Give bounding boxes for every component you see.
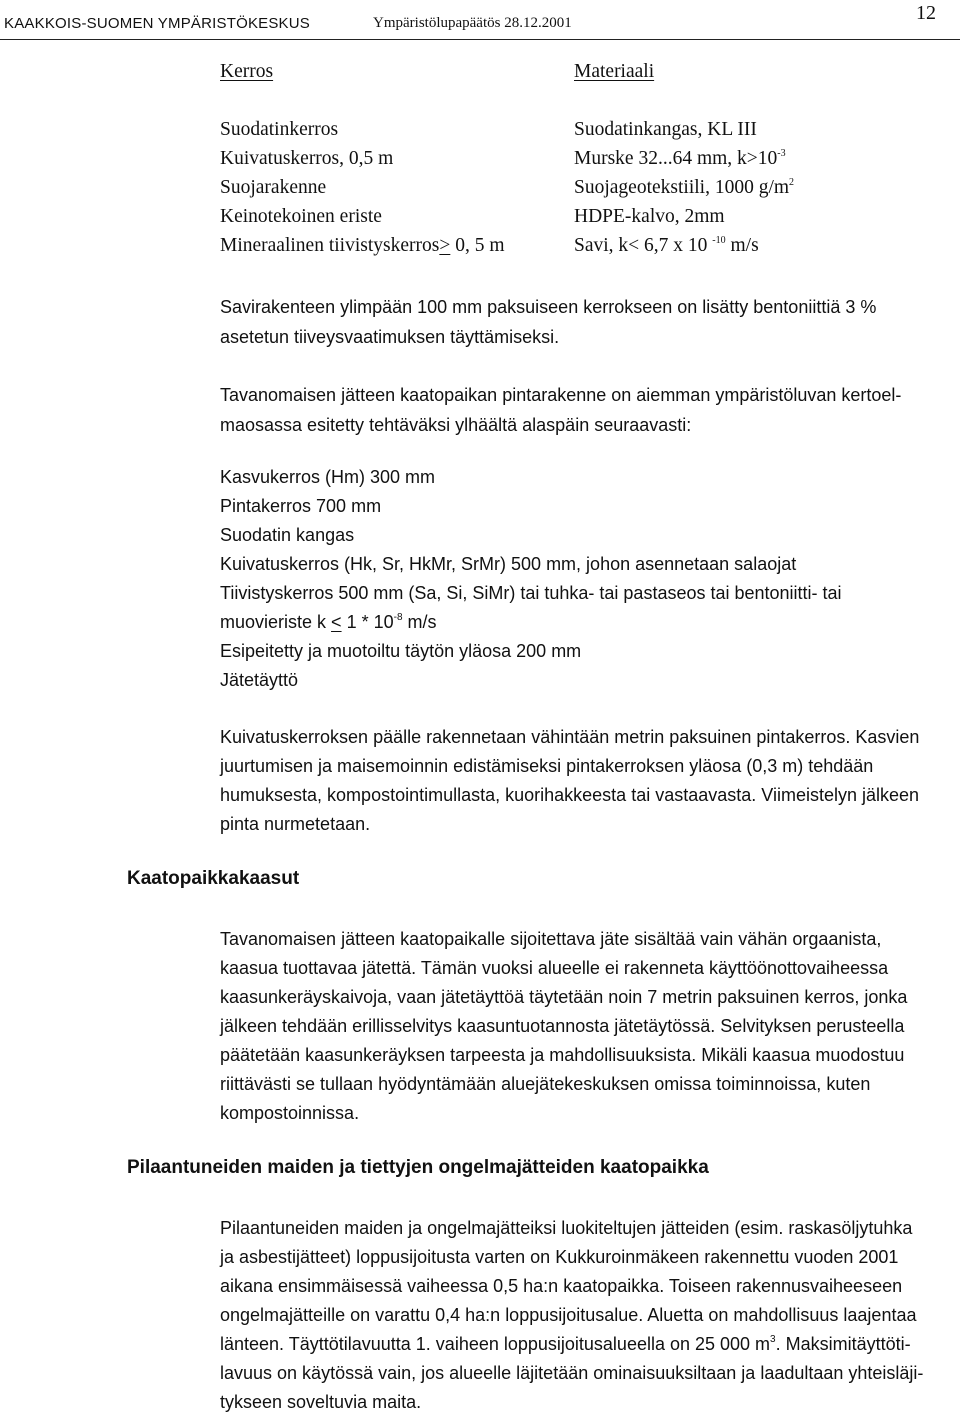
text-line: riittävästi se tullaan hyödyntämään aluejätekeskuksen omissa toiminnoissa, kuten [220,1074,871,1094]
text-line: pinta nurmetetaan. [220,814,371,834]
table-cell-material: Suodatinkangas, KL III [574,119,757,140]
list-item: muovieriste $k < 1 * 10^{-8}$ m/s [220,612,437,632]
text-line: kompostoinnissa. [220,1103,360,1123]
surface-layer-list [220,463,956,695]
list-item: Pintakerros 700 mm [220,496,382,516]
table-cell-material: Savi, k< 6,7 x 10 $^{-10}$ m/s [574,235,759,256]
page-number: 12 [916,2,936,24]
text-line: aikana ensimmäisessä vaiheessa 0,5 ha:n kaatopaikka. Toiseen rakennusvaiheeseen [220,1276,903,1296]
text-line: länteen. Täyttötilavuutta 1. vaiheen loppusijoitusalueella on 25 000 $m^3$. Maksimitäyttöti- [220,1334,911,1354]
list-item: Jätetäyttö [220,670,299,690]
surface-structure-intro [220,380,956,440]
table-cell-material: HDPE-kalvo, 2mm [574,206,725,227]
text-line: tykseen soveltuvia maita. [220,1392,422,1412]
table-cell-layer: Kuivatuskerros, 0,5 m [220,148,394,169]
table-header-material: Materiaali [574,61,655,82]
table-header-layer: Kerros [220,61,274,82]
text-line: päätetään kaasunkeräyksen tarpeesta ja mahdollisuuksista. Mikäli kaasua muodostuu [220,1045,905,1065]
text-line: Savirakenteen ylimpään 100 mm paksuiseen kerrokseen on lisätty bentoniittiä 3 % [220,297,877,317]
section-heading-landfill-gas: Kaatopaikkakaasut [127,868,300,889]
header-organization: KAAKKOIS-SUOMEN YMPÄRISTÖKESKUS [4,15,310,32]
list-item: Kuivatuskerros (Hk, Sr, HkMr, SrMr) 500 mm, johon asennetaan salaojat [220,554,797,574]
landfill-gas-paragraph [220,925,956,1128]
text-line: Tavanomaisen jätteen kaatopaikan pintarakenne on aiemman ympäristöluvan kertoel- [220,385,902,405]
contaminated-soils-paragraph [220,1214,956,1417]
list-item: Esipeitetty ja muotoiltu täytön yläosa 200 mm [220,641,582,661]
text-line: Tavanomaisen jätteen kaatopaikalle sijoitettava jäte sisältää vain vähän orgaanista, [220,929,882,949]
table-cell-layer: Mineraalinen tiivistyskerros> 0, 5 m [220,235,505,256]
text-line: asetetun tiiveysvaatimuksen täyttämiseksi. [220,327,560,347]
text-line: jälkeen tehdään erillisselvitys kaasuntuotannosta jätetäytössä. Selvityksen perusteella [220,1016,905,1036]
table-cell-material: Murske 32...64 mm, $k>10^{-3}$ [574,148,786,169]
bentonite-note [220,292,956,352]
table-cell-layer: Suodatinkerros [220,119,339,140]
text-line: ongelmajätteille on varattu 0,4 ha:n loppusijoitusalue. Aluetta on mahdollisuus laajentaa [220,1305,917,1325]
surface-structure-closing [220,723,956,839]
text-line: lavuus on käytössä vain, jos alueelle läjitetään ominaisuuksiltaan ja laadultaan yhteisläji- [220,1363,924,1383]
section-heading-contaminated-soils: Pilaantuneiden maiden ja tiettyjen ongelmajätteiden kaatopaikka [127,1157,709,1178]
text-line: maosassa esitetty tehtäväksi ylhäältä alaspäin seuraavasti: [220,415,692,435]
table-cell-layer: Keinotekoinen eriste [220,206,382,227]
text-line: kaasua tuottavaa jätettä. Tämän vuoksi alueelle ei rakenneta käyttöönottovaiheessa [220,958,889,978]
list-item: Suodatin kangas [220,525,355,545]
table-cell-material: Suojageotekstiili, 1000 $g/m^2$ [574,177,795,198]
text-line: Kuivatuskerroksen päälle rakennetaan vähintään metrin paksuinen pintakerros. Kasvien [220,727,920,747]
list-item: Kasvukerros (Hm) 300 mm [220,467,436,487]
text-line: kaasunkeräyskaivoja, vaan jätetäyttöä täytetään noin 7 metrin paksuinen kerros, jonka [220,987,908,1007]
list-item: Tiivistyskerros 500 mm (Sa, Si, SiMr) tai tuhka- tai pastaseos tai bentoniitti- tai [220,583,842,603]
table-cell-layer: Suojarakenne [220,177,327,198]
header-document-title: Ympäristölupapäätös 28.12.2001 [373,15,572,31]
text-line: Pilaantuneiden maiden ja ongelmajätteiksi luokiteltujen jätteiden (esim. raskasöljytuhka [220,1218,913,1238]
text-line: ja asbestijätteet) loppusijoitusta varten on Kukkuroinmäkeen rakennettu vuoden 2001 [220,1247,899,1267]
header-divider [0,39,960,40]
text-line: humuksesta, kompostointimullasta, kuorihakkeesta tai vastaavasta. Viimeistelyn jälkeen [220,785,920,805]
text-line: juurtumisen ja maisemoinnin edistämiseksi pintakerroksen yläosa (0,3 m) tehdään [220,756,874,776]
